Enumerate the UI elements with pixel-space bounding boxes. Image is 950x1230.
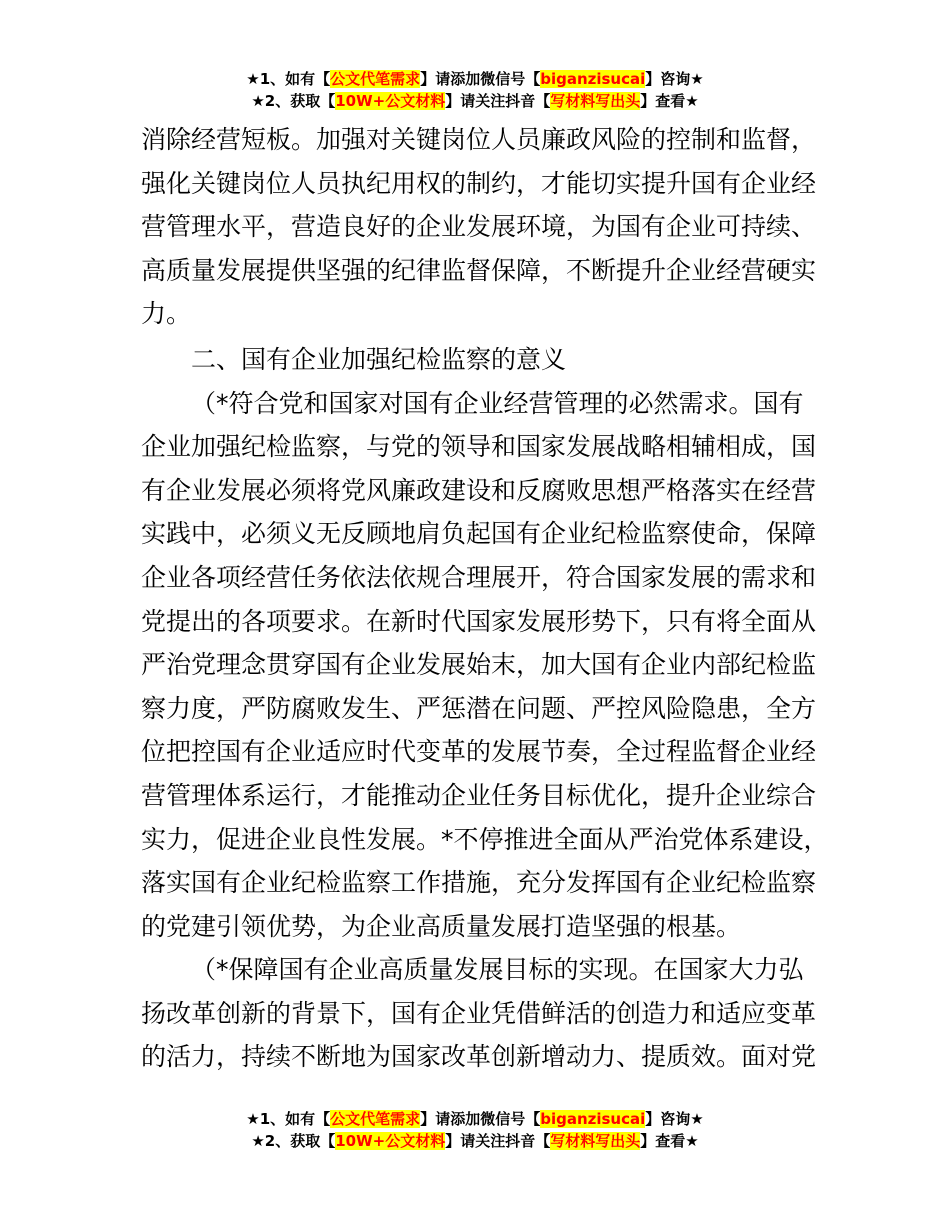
- text-line: 落实国有企业纪检监察工作措施，充分发挥国有企业纪检监察: [141, 868, 817, 898]
- banner-text: ★1、如有【: [246, 1110, 331, 1128]
- banner-highlight: 公文代笔需求: [330, 70, 421, 88]
- banner-highlight: biganzisucai: [540, 70, 646, 88]
- banner-text: 】查看★: [640, 1132, 699, 1150]
- text-line: 察力度，严防腐败发生、严惩潜在问题、严控风险隐患，全方: [141, 693, 817, 723]
- banner-highlight: 公文代笔需求: [330, 1110, 421, 1128]
- banner-text: 】查看★: [640, 92, 699, 110]
- banner-line-2: [0, 1130, 950, 1152]
- banner-line-2: [0, 90, 950, 112]
- document-body: [141, 118, 831, 1079]
- banner-highlight: 10W+公文材料: [335, 1132, 446, 1150]
- banner-text: ★2、获取【: [251, 1132, 336, 1150]
- banner-highlight: 10W+公文材料: [335, 92, 446, 110]
- text-line: 强化关键岗位人员执纪用权的制约，才能切实提升国有企业经: [141, 168, 817, 198]
- text-line: 企业各项经营任务依法依规合理展开，符合国家发展的需求和: [141, 562, 817, 592]
- text-line: 高质量发展提供坚强的纪律监督保障，不断提升企业经营硬实: [141, 255, 817, 285]
- footer-banner: [0, 1108, 950, 1152]
- text-line: 力。: [141, 299, 192, 329]
- banner-text: ★2、获取【: [251, 92, 336, 110]
- header-banner: [0, 68, 950, 112]
- banner-line-1: [0, 1108, 950, 1130]
- text-line: 扬改革创新的背景下，国有企业凭借鲜活的创造力和适应变革: [141, 998, 817, 1028]
- text-line: 有企业发展必须将党风廉政建设和反腐败思想严格落实在经营: [141, 475, 817, 505]
- banner-highlight: 写材料写出头: [550, 92, 641, 110]
- text-line: 位把控国有企业适应时代变革的发展节奏，全过程监督企业经: [141, 737, 817, 767]
- banner-text: 】咨询★: [645, 1110, 704, 1128]
- banner-text: 】请关注抖音【: [445, 92, 551, 110]
- section-heading: 二、国有企业加强纪检监察的意义: [191, 344, 567, 374]
- text-line: 实力，促进企业良性发展。*不停推进全面从严治党体系建设，: [141, 824, 829, 854]
- text-line: 党提出的各项要求。在新时代国家发展形势下，只有将全面从: [141, 606, 817, 636]
- paragraph-start: （*符合党和国家对国有企业经营管理的必然需求。国有: [191, 388, 804, 418]
- text-line: 严治党理念贯穿国有企业发展始末，加大国有企业内部纪检监: [141, 650, 817, 680]
- banner-line-1: [0, 68, 950, 90]
- banner-text: 】请添加微信号【: [420, 1110, 541, 1128]
- banner-text: 】请添加微信号【: [420, 70, 541, 88]
- text-line: 的活力，持续不断地为国家改革创新增动力、提质效。面对党: [141, 1042, 817, 1072]
- text-line: 消除经营短板。加强对关键岗位人员廉政风险的控制和监督，: [141, 125, 817, 154]
- banner-highlight: biganzisucai: [540, 1110, 646, 1128]
- text-line: 营管理体系运行，才能推动企业任务目标优化，提升企业综合: [141, 780, 817, 810]
- banner-text: 】请关注抖音【: [445, 1132, 551, 1150]
- text-line: 营管理水平，营造良好的企业发展环境，为国有企业可持续、: [141, 212, 817, 242]
- text-line: 的党建引领优势，为企业高质量发展打造坚强的根基。: [141, 911, 742, 941]
- text-line: 企业加强纪检监察，与党的领导和国家发展战略相辅相成，国: [141, 432, 817, 462]
- text-line: 实践中，必须义无反顾地肩负起国有企业纪检监察使命，保障: [141, 519, 817, 549]
- paragraph-start: （*保障国有企业高质量发展目标的实现。在国家大力弘: [191, 955, 804, 985]
- banner-text: ★1、如有【: [246, 70, 331, 88]
- banner-highlight: 写材料写出头: [550, 1132, 641, 1150]
- banner-text: 】咨询★: [645, 70, 704, 88]
